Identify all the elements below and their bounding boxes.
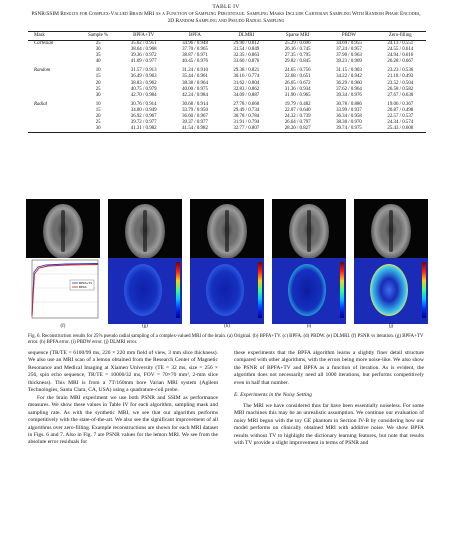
table-cell: 30 — [95, 92, 101, 98]
table-cell: 34.00 / 0.949 — [130, 107, 157, 113]
table-row — [28, 126, 426, 133]
table-cell: 42.24 / 0.984 — [182, 92, 208, 98]
mask-cell — [28, 126, 78, 133]
table-cell: 31.15 / 0.903 — [336, 68, 362, 74]
table-header-cell: Zero-filling — [375, 32, 426, 41]
table-cell: 26.05 / 0.672 — [284, 80, 311, 86]
table-cell: 40.00 / 0.975 — [182, 86, 208, 92]
table-cell: 24.65 / 0.756 — [284, 68, 311, 74]
table-cell: 41.09 / 0.977 — [130, 59, 157, 65]
figure-panel-h — [190, 258, 264, 324]
table-header-cell: BPFA+TV — [118, 32, 169, 41]
table-cell: 26.58 / 0.582 — [387, 86, 414, 92]
table-cell: 29.90 / 0.812 — [233, 41, 260, 46]
table-cell: 25 — [95, 120, 101, 126]
table-cell: 41.54 / 0.982 — [169, 126, 220, 133]
error-map-bpfa-tv — [108, 258, 182, 324]
table-cell: 20 — [95, 114, 101, 120]
table-header-cell: Sparse MRI — [272, 32, 323, 41]
section-heading: E. Experiments in the Noisy Setting — [234, 392, 312, 399]
table-cell: 42.70 / 0.984 — [130, 92, 157, 98]
table-cell: 36.29 / 0.960 — [336, 80, 362, 86]
figure-caption: Fig. 6. Reconstruction results for 25% pseudo radial sampling of a complex-valued MRI of the brain. (a) Original. (b) BPFA+TV. (c) BPFA. (d) PBDW. (e) DLMRI. (f) PSNR vs iteration. (g) BPFA+TV error. (h) BPFA error. (i) PBDW error. (j) DLMRI error. — [28, 334, 424, 346]
table-cell: 38.83 / 0.962 — [130, 80, 157, 86]
paragraph: sequence (TR/TE = 6100/99 ms, 220 × 220 mm field of view, 3 mm slice thickness). We also use an MRI scan of a lemon obtained from the Research Center of Magnetic Resonance and Medical Imaging at Xiamen University (TE = 32 ms, size = 256 × 256, spin echo sequence, TR/TE = 10000/32 ms, FOV = 70×70 mm², 2-mm slice thickness). This MRI is from a 7T/160mm bore Varian MRI system (Agilent Technologies, Santa Clara, CA, USA) using a quadrature-coil probe. — [28, 350, 218, 394]
table-cell: 21.18 / 0.493 — [387, 74, 414, 80]
table-header-cell: PBDW — [323, 32, 374, 41]
table-cell: 31.57 / 0.913 — [130, 68, 157, 74]
table-cell: 23.23 / 0.536 — [387, 68, 414, 74]
table-cell: 31.54 / 0.849 — [233, 47, 260, 53]
table-cell: 24.32 / 0.739 — [284, 114, 311, 120]
table-cell: 31.90 / 0.965 — [284, 92, 311, 98]
figure-panel-a — [26, 199, 100, 265]
table-cell: 26.28 / 0.667 — [387, 59, 414, 65]
figure-panel-j — [354, 258, 428, 324]
table-cell: 33.60 / 0.876 — [233, 59, 260, 65]
mri-image-bpfa-tv — [108, 199, 182, 265]
table-cell: 36.49 / 0.963 — [130, 74, 157, 80]
table-cell: 15 — [95, 107, 101, 113]
table-cell: 39.34 / 0.976 — [336, 92, 362, 98]
table-cell: 24.55 / 0.614 — [387, 47, 414, 53]
table-cell: 10 — [95, 68, 101, 74]
paragraph: The MRI we have considered thus far have been essentially noiseless. For some MRI machines this may be an unrealistic assumption. We continue our evaluation of noisy MRI begun with the toy GE phantom in Section IV-B by considering how our model performs on clinically obtained MRI with additive noise. We show BPFA results without TV to highlight the dictionary learning features, but note that results with TV provide a slight improvement in terms of PSNR and — [234, 402, 424, 446]
table-cell: 37.24 / 0.957 — [336, 47, 362, 53]
table-cell: 30.76 / 0.914 — [130, 101, 157, 107]
table-cell: 40.75 / 0.979 — [130, 86, 157, 92]
table-cell: 30.78 / 0.886 — [336, 101, 362, 107]
table-cell: 32.77 / 0.807 — [221, 126, 272, 133]
figure-panel-b — [108, 199, 182, 265]
table-cell: 27.78 / 0.660 — [233, 101, 260, 107]
table-cell: 37.62 / 0.964 — [336, 86, 362, 92]
table-cell: 34.96 / 0.948 — [182, 41, 208, 46]
table-cell: 26.64 / 0.797 — [284, 120, 311, 126]
table-cell: 27.35 / 0.795 — [284, 53, 311, 59]
table-cell: 31.91 / 0.794 — [233, 120, 260, 126]
table-cell: 30.78 / 0.784 — [233, 114, 260, 120]
table-cell: 38.38 / 0.970 — [336, 120, 362, 126]
paragraph: these experiments that the BPFA algorithm learns a slightly finer detail structure compared with other algorithms, with the errors being more noise-like. We also show the PSNR of BPFA+TV and BPFA as a function of iteration. As is evident, the algorithm does not necessarily need all 1000 iterations, but performs competitively even in half that number. — [234, 350, 424, 386]
table-cell: 23.52 / 0.504 — [387, 80, 414, 86]
table-cell: 34.69 / 0.955 — [336, 41, 362, 46]
table-cell: 33.99 / 0.937 — [336, 107, 362, 113]
text-column-left — [28, 350, 218, 447]
table-cell: 15 — [95, 74, 101, 80]
table-cell: 20 — [95, 80, 101, 86]
table-number: TABLE IV — [212, 4, 240, 10]
table-header-cell: DLMRI — [221, 32, 272, 41]
table-cell: 41.31 / 0.982 — [118, 126, 169, 133]
table-cell: 27.67 / 0.630 — [387, 92, 414, 98]
error-map-dlmri — [354, 258, 428, 324]
table-body — [28, 41, 426, 133]
table-header-row — [28, 32, 426, 41]
paragraph: For the brain MRI experiment we use both PSNR and SSIM as performance measures. We show these values in Table IV for each algorithm, sampling mask and sampling rate. As with the synthetic MRI, we see that our algorithm performs competitively with the state-of-the-art. We also see the significant improvement of all algorithms over zero-filling. Example reconstructions are shown for each MRI dataset in Figs. 6 and 7. Also in Fig. 7 are PSNR values for the lemon MRI. We see from the absolute error residuals for — [28, 394, 218, 446]
table-cell: 25.43 / 0.600 — [375, 126, 426, 133]
table-cell: 24.94 / 0.616 — [387, 53, 414, 59]
figure-panel-e — [354, 199, 428, 265]
table-cell: 39.37 / 0.977 — [182, 120, 208, 126]
table-cell: 10 — [95, 101, 101, 107]
mask-cell: Radial — [34, 101, 48, 107]
table-cell: 30 — [78, 126, 118, 133]
table-cell: 24.13 / 0.551 — [387, 41, 414, 46]
results-table — [28, 31, 426, 133]
mask-cell: Random — [34, 68, 51, 74]
mri-image-dlmri — [354, 199, 428, 265]
mask-cell: Cartesian — [34, 41, 54, 46]
figure-panel-i — [272, 258, 346, 324]
table-header-cell: BPFA — [169, 32, 220, 41]
figure-panel-g — [108, 258, 182, 324]
table-cell: 19.06 / 0.367 — [387, 101, 414, 107]
figure-panel-c — [190, 199, 264, 265]
table-cell: 24.34 / 0.574 — [387, 120, 414, 126]
table-caption: PSNR/SSIM Results for Complex-Valued Brain MRI as a Function of Sampling Percentage. Sampling Masks Include Cartesian Sampling With Random Phase Encodes, 2D Random Sampling and Pseudo Radial Sampling — [31, 11, 421, 25]
table-cell: 25 — [95, 86, 101, 92]
table-cell: 33.79 / 0.950 — [182, 107, 208, 113]
text-column-right — [234, 350, 424, 447]
table-cell: 40.45 / 0.976 — [182, 59, 208, 65]
panel-label: (h) — [224, 324, 230, 329]
table-cell: 36.34 / 0.958 — [336, 114, 362, 120]
figure-panel-d — [272, 199, 346, 265]
panel-label: (j) — [388, 324, 394, 329]
legend-bpfa: BPFA — [79, 285, 87, 290]
table-cell: 22.07 / 0.640 — [284, 107, 311, 113]
mri-image-bpfa — [190, 199, 264, 265]
mri-image-pbdw — [272, 199, 346, 265]
table-cell: 37.90 / 0.963 — [336, 53, 362, 59]
figure-row-error-maps — [26, 258, 428, 324]
figure-row-reconstructions — [26, 199, 428, 265]
table-cell: 30.16 / 0.774 — [233, 74, 260, 80]
table-cell: 32.35 / 0.863 — [233, 53, 260, 59]
table-cell: 39.74 / 0.975 — [323, 126, 374, 133]
table-cell: 36.92 / 0.967 — [130, 114, 157, 120]
table-cell: 37.70 / 0.965 — [182, 47, 208, 53]
table-cell: 25.29 / 0.696 — [284, 41, 311, 46]
error-map-pbdw — [272, 258, 346, 324]
panel-label: (g) — [142, 324, 148, 329]
figure-row2-labels — [26, 324, 428, 331]
table-cell: 38.38 / 0.964 — [182, 80, 208, 86]
table-cell: 40 — [95, 59, 101, 65]
table-cell: 35 — [95, 53, 101, 59]
table-cell: 32.83 / 0.862 — [233, 86, 260, 92]
table-header-cell: Sample % — [78, 32, 118, 41]
table-cell: 30 — [95, 47, 101, 53]
table-cell: 29.38 / 0.821 — [233, 68, 260, 74]
legend-bpfa-tv: BPFA+TV — [79, 281, 93, 286]
table-cell: 28.20 / 0.827 — [272, 126, 323, 133]
table-cell: 29.49 / 0.734 — [233, 107, 260, 113]
table-cell: 22.57 / 0.537 — [387, 114, 414, 120]
table-cell: 25 — [95, 41, 101, 46]
table-cell: 20.87 / 0.498 — [387, 107, 414, 113]
table-cell: 29.82 / 0.845 — [284, 59, 311, 65]
table-cell: 19.79 / 0.482 — [284, 101, 311, 107]
figure-panel-f — [26, 258, 100, 324]
table-cell: 35.44 / 0.961 — [182, 74, 208, 80]
table-cell: 34.09 / 0.887 — [233, 92, 260, 98]
table-cell: 38.64 / 0.968 — [130, 47, 157, 53]
psnr-iteration-plot — [26, 258, 100, 324]
error-map-bpfa — [190, 258, 264, 324]
table-cell: 39.36 / 0.972 — [130, 53, 157, 59]
table-cell: 38.87 / 0.971 — [182, 53, 208, 59]
table-cell: 39.72 / 0.977 — [130, 120, 157, 126]
panel-label: (f) — [60, 324, 66, 329]
table-row — [28, 41, 426, 48]
table-cell: 35.62 / 0.951 — [130, 41, 157, 46]
table-cell: 31.36 / 0.934 — [284, 86, 311, 92]
panel-label: (i) — [306, 324, 312, 329]
table-cell: 22.68 / 0.651 — [284, 74, 311, 80]
table-cell: 31.62 / 0.804 — [233, 80, 260, 86]
table-header-cell: Mask — [28, 32, 78, 41]
table-cell: 30.68 / 0.914 — [182, 101, 208, 107]
table-cell: 34.22 / 0.942 — [336, 74, 362, 80]
table-cell: 31.24 / 0.910 — [182, 68, 208, 74]
table-cell: 26.16 / 0.745 — [284, 47, 311, 53]
table-cell: 39.23 / 0.969 — [336, 59, 362, 65]
table-cell: 36.60 / 0.967 — [182, 114, 208, 120]
mri-image-original — [26, 199, 100, 265]
